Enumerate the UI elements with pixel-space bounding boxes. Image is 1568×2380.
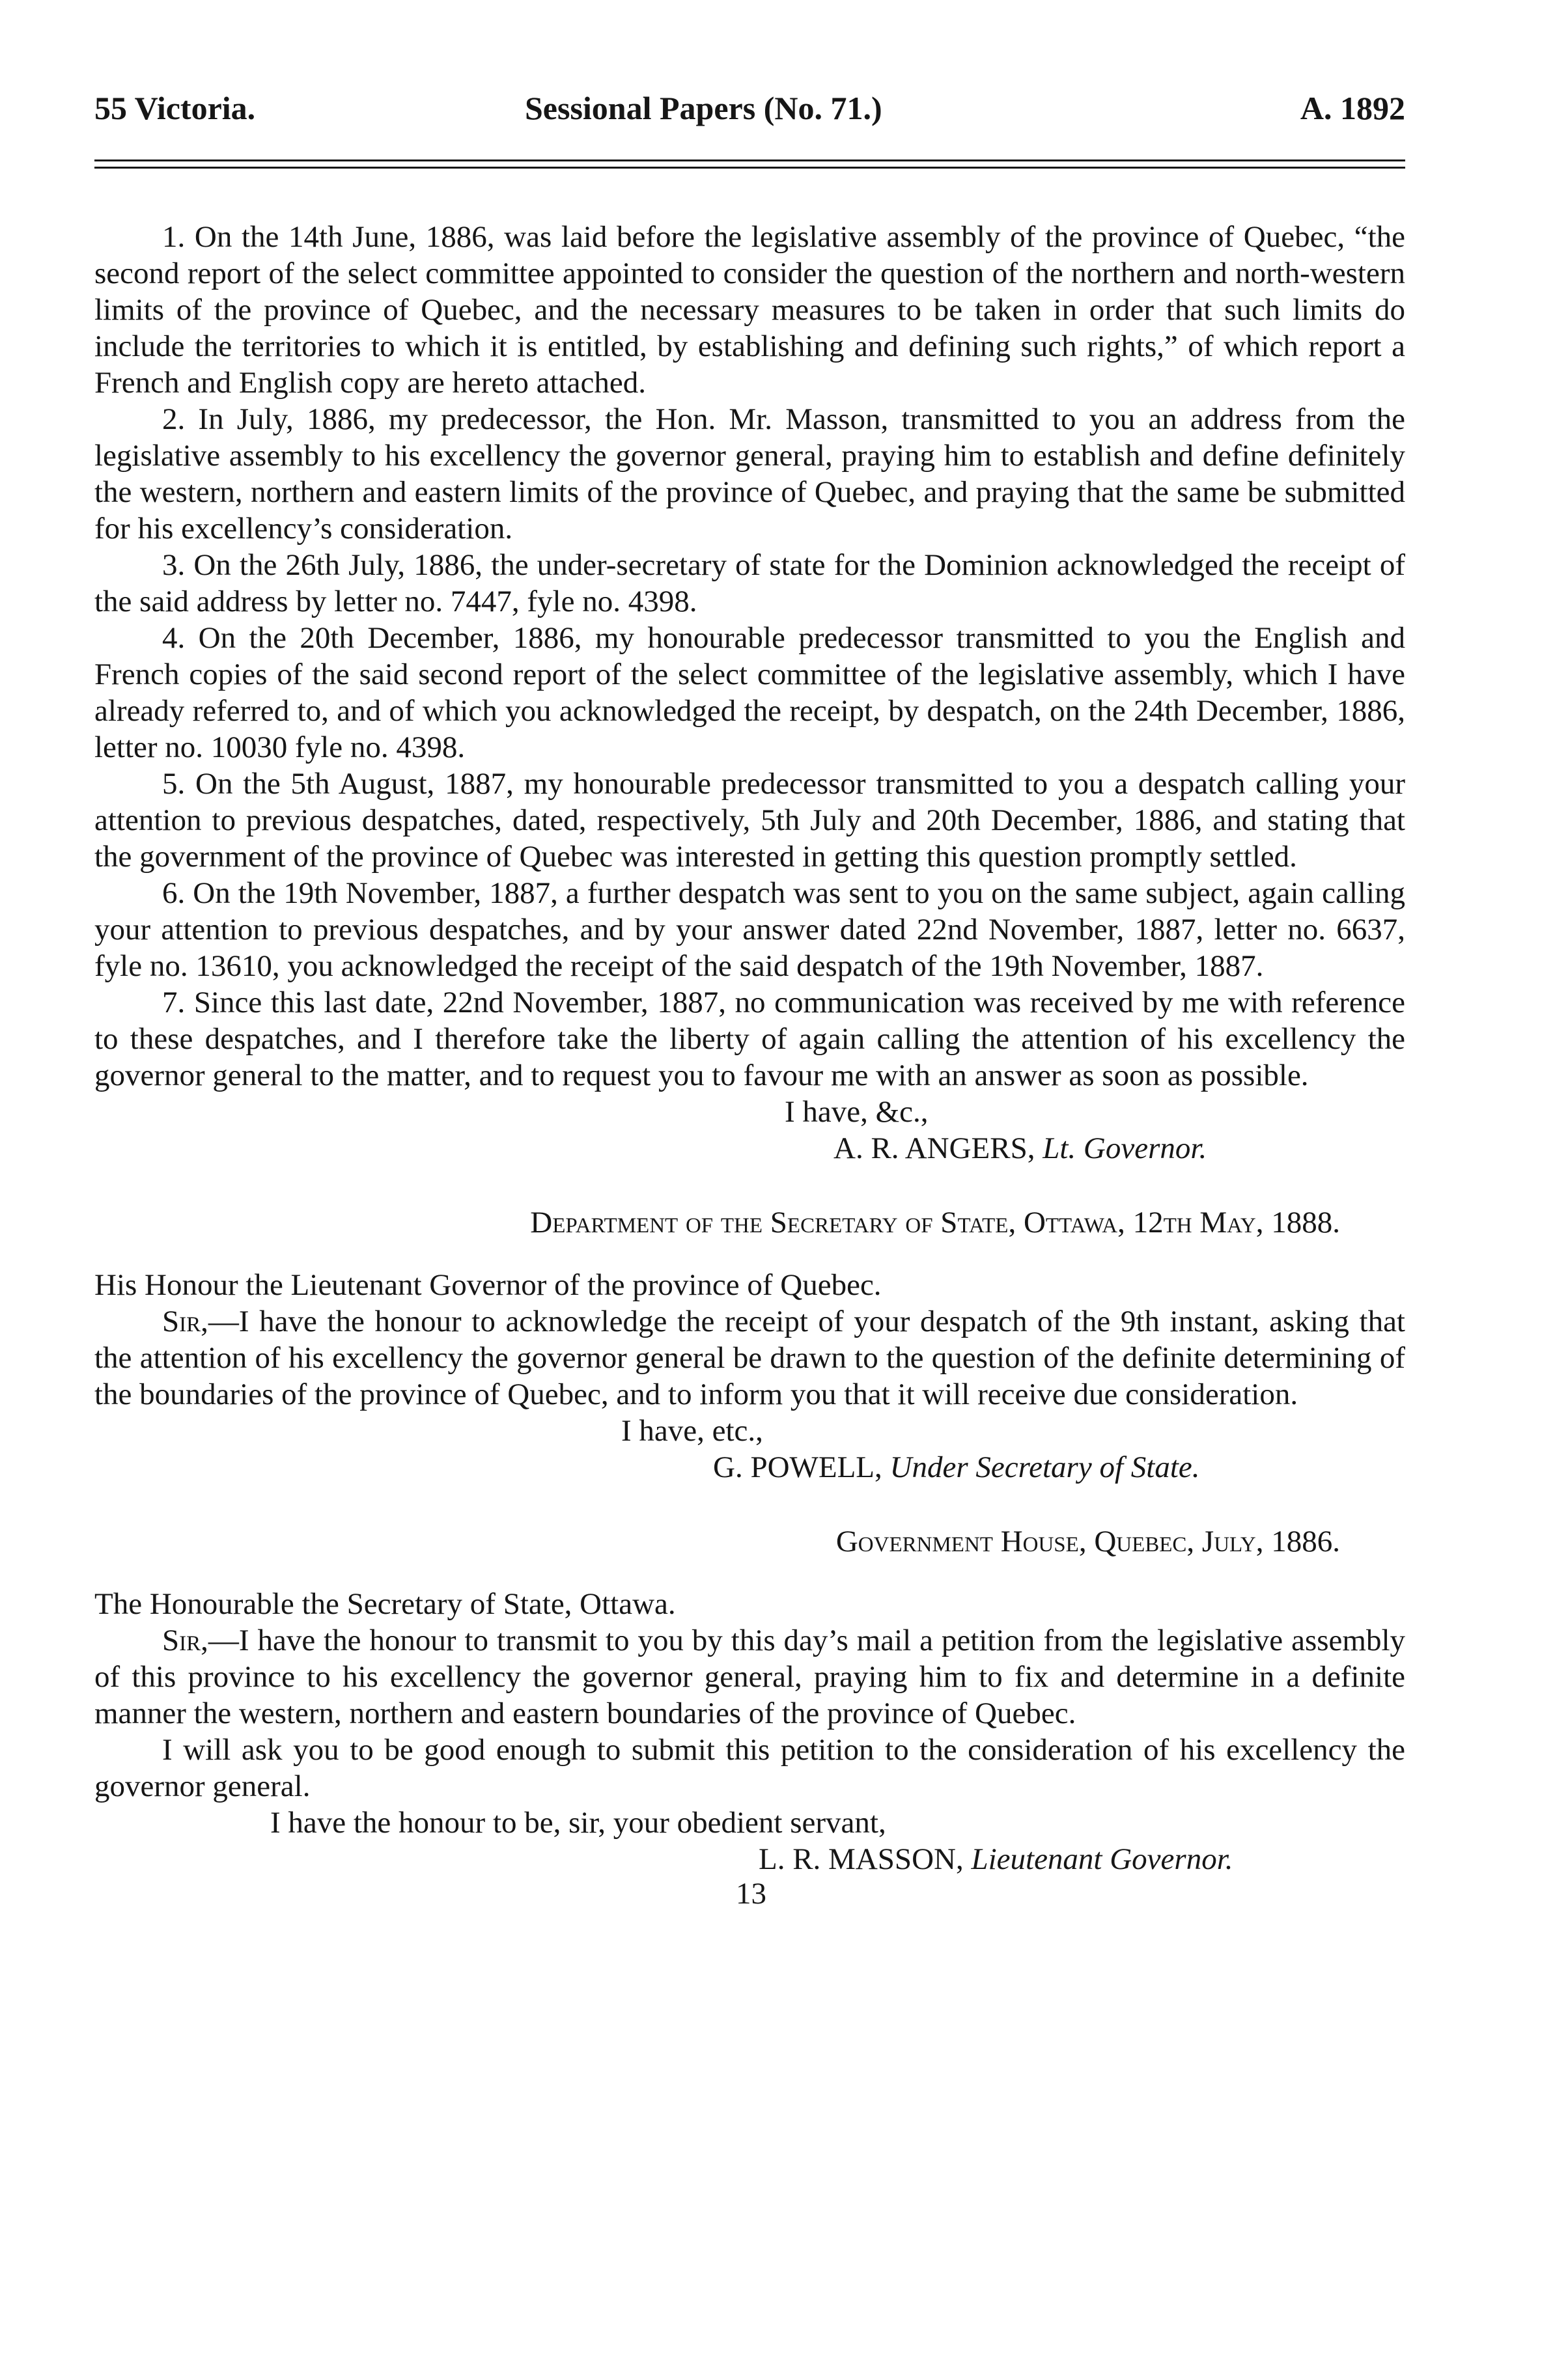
paragraph-3: 3. On the 26th July, 1886, the under-secretary of state for the Dominion acknowledged the receipt of the said address by letter no. 7447, fyle no. 4398. xyxy=(94,548,1405,618)
header-rule-bottom xyxy=(94,167,1405,169)
letter-heading: Department of the Secretary of State, Ottawa, 12th May, 1888. xyxy=(530,1206,1340,1239)
signature-title: Under Secretary of State. xyxy=(889,1450,1200,1484)
header-volume: 55 Victoria. xyxy=(94,90,256,126)
letter-text: —I have the honour to transmit to you by this day’s mail a petition from the legislative assembly of this province to his excellency the governor general, praying him to fix and determine in a definite manner the western, northern and eastern boundaries of the province of Quebec. xyxy=(94,1624,1405,1730)
paragraph-7: 7. Since this last date, 22nd November, 1887, no communication was received by me with reference to these despatches, and I therefore take the liberty of again calling the attention of his excellency the governor general to the matter, and to request you to favour me with an answer as soon as possible. xyxy=(94,986,1405,1092)
addressee: His Honour the Lieutenant Governor of the province of Quebec. xyxy=(94,1268,882,1302)
signature-name: L. R. MASSON, xyxy=(759,1842,964,1876)
letter-angers xyxy=(94,219,1405,1910)
paragraph-1: 1. On the 14th June, 1886, was laid before the legislative assembly of the province of Quebec, “the second report of the select committee appointed to consider the question of the northern and north-western limits of the province of Quebec, and the necessary measures to be taken in order that such limits do include the territories to which it is entitled, by establishing and defining such rights,” of which report a French and English copy are hereto attached. xyxy=(94,220,1405,400)
closing: I have, &c., xyxy=(785,1095,929,1129)
signature-name: A. R. ANGERS, xyxy=(833,1131,1035,1165)
page-number: 13 xyxy=(736,1877,766,1911)
signature-title: Lieutenant Governor. xyxy=(971,1842,1233,1876)
signature xyxy=(94,1130,1405,1167)
letter-heading: Government House, Quebec, July, 1886. xyxy=(835,1525,1340,1558)
letter-body xyxy=(94,1622,1405,1732)
paragraph-6: 6. On the 19th November, 1887, a further despatch was sent to you on the same subject, again calling your attention to previous despatches, and by your answer dated 22nd November, 1887, letter no. 6637, fyle no. 13610, you acknowledged the receipt of the said despatch of the 19th November, 1887. xyxy=(94,876,1405,983)
closing: I have, etc., xyxy=(621,1414,763,1448)
addressee: The Honourable the Secretary of State, Ottawa. xyxy=(94,1587,676,1621)
paragraph-2: 2. In July, 1886, my predecessor, the Hon. Mr. Masson, transmitted to you an address from the legislative assembly to his excellency the governor general, praying him to establish and define definitely the western, northern and eastern limits of the province of Quebec, and praying that the same be submitted for his excellency’s consideration. xyxy=(94,402,1405,546)
letter-body xyxy=(94,1303,1405,1413)
signature-title: Lt. Governor. xyxy=(1043,1131,1207,1165)
paragraph-5: 5. On the 5th August, 1887, my honourable predecessor transmitted to you a despatch calling your attention to previous despatches, dated, respectively, 5th July and 20th December, 1886, and stating that the government of the province of Quebec was interested in getting this question promptly settled. xyxy=(94,767,1405,874)
signature-name: G. POWELL, xyxy=(713,1450,882,1484)
paragraph-4: 4. On the 20th December, 1886, my honourable predecessor transmitted to you the English and French copies of the said second report of the select committee of the legislative assembly, which I have already referred to, and of which you acknowledged the receipt, by despatch, on the 24th December, 1886, letter no. 10030 fyle no. 4398. xyxy=(94,621,1405,764)
closing: I have the honour to be, sir, your obedient servant, xyxy=(270,1806,886,1840)
signature xyxy=(94,1841,1405,1877)
header-title: Sessional Papers (No. 71.) xyxy=(525,90,882,126)
salutation: Sir, xyxy=(162,1305,208,1338)
header-rule-top xyxy=(94,159,1405,161)
letter-paragraph: I will ask you to be good enough to submit this petition to the consideration of his excellency the governor general. xyxy=(94,1733,1405,1803)
header-year: A. 1892 xyxy=(1300,90,1405,126)
letter-text: —I have the honour to acknowledge the receipt of your despatch of the 9th instant, asking that the attention of his excellency the governor general be drawn to the question of the definite determining of the boundaries of the province of Quebec, and to inform you that it will receive due consideration. xyxy=(94,1305,1405,1411)
salutation: Sir, xyxy=(162,1624,208,1657)
signature xyxy=(94,1449,1405,1486)
